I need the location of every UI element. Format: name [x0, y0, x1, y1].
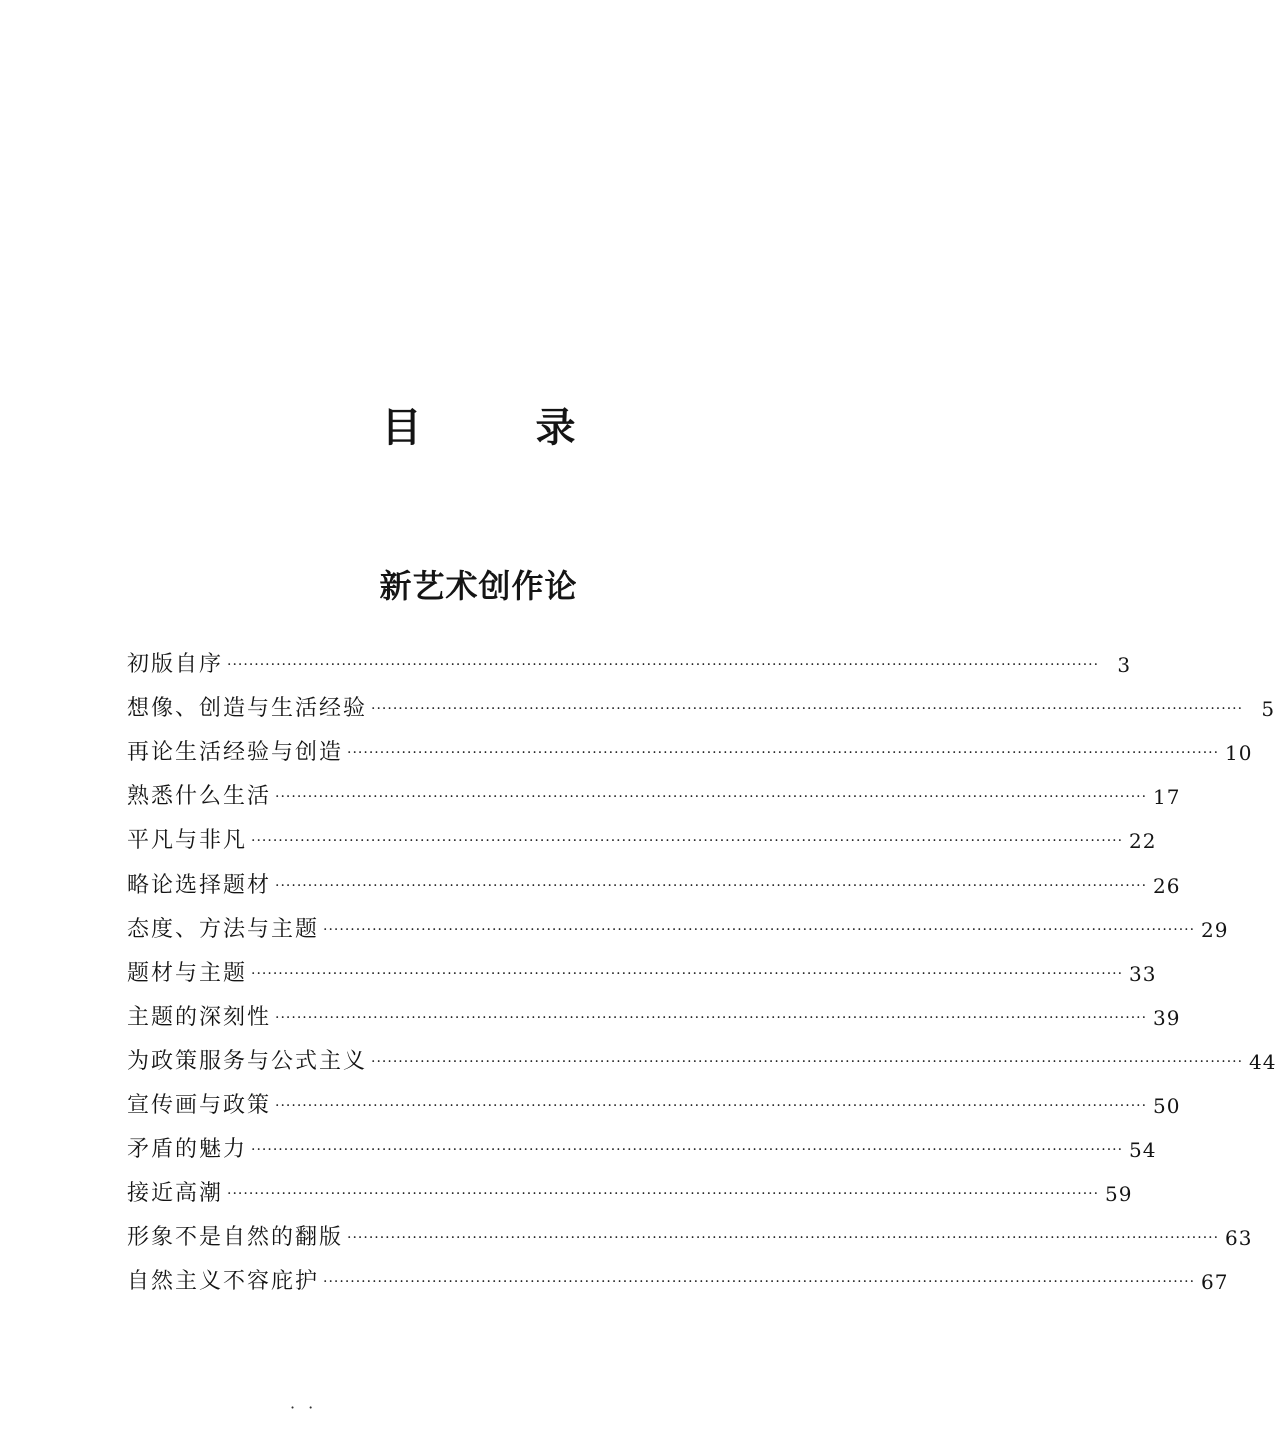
toc-entry-page: 54: [1129, 1138, 1157, 1163]
toc-leader-dots: ································································································································································: [275, 1098, 1148, 1115]
toc-entry-title: 初版自序: [127, 652, 224, 678]
toc-entry[interactable]: [127, 724, 1253, 768]
toc-entry-page: 33: [1129, 961, 1157, 986]
toc-entry[interactable]: [127, 989, 1181, 1033]
toc-leader-dots: ································································································································································: [251, 1142, 1124, 1159]
toc-entry-title: 形象不是自然的翻版: [127, 1225, 344, 1251]
toc-leader-dots: ································································································································································: [227, 1186, 1100, 1203]
toc-entry-title: 接近高潮: [127, 1181, 224, 1207]
toc-leader-dots: ································································································································································: [323, 1274, 1196, 1291]
toc-entry-page: 3: [1117, 653, 1132, 678]
toc-entry-page: 29: [1201, 917, 1229, 942]
toc-entry[interactable]: [127, 812, 1157, 856]
toc-entry[interactable]: [127, 1209, 1253, 1253]
toc-leader-dots: ································································································································································: [275, 877, 1148, 894]
toc-entry-page: 26: [1153, 873, 1181, 898]
toc-entry[interactable]: [127, 1165, 1133, 1209]
toc-entry-title: 题材与主题: [127, 960, 248, 986]
toc-leader-dots: ································································································································································: [347, 1230, 1220, 1247]
toc-entry-page: 67: [1201, 1270, 1229, 1295]
toc-entry[interactable]: [127, 945, 1157, 989]
toc-leader-dots: ································································································································································: [251, 965, 1124, 982]
toc-entry[interactable]: [127, 768, 1181, 812]
section-title: 新艺术创作论: [379, 567, 578, 605]
page-title: 目 录: [381, 404, 626, 451]
toc-entry-page: 59: [1105, 1182, 1133, 1207]
toc-leader-dots: ································································································································································: [227, 657, 1100, 674]
toc-entry-title: 主题的深刻性: [127, 1004, 272, 1030]
toc-entry-page: 50: [1153, 1094, 1181, 1119]
toc-leader-dots: ································································································································································: [251, 833, 1124, 850]
toc-entry[interactable]: [127, 636, 1132, 680]
toc-entry[interactable]: [127, 1253, 1229, 1297]
toc-entry-page: 5: [1261, 697, 1276, 722]
toc-leader-dots: ································································································································································: [347, 745, 1220, 762]
toc-entry-page: 10: [1225, 741, 1253, 766]
toc-leader-dots: ································································································································································: [323, 921, 1196, 938]
toc-leader-dots: ································································································································································: [275, 1009, 1148, 1026]
table-of-contents: [127, 636, 1277, 1297]
toc-entry[interactable]: [127, 1077, 1181, 1121]
toc-entry-title: 矛盾的魅力: [127, 1137, 248, 1163]
toc-entry[interactable]: [127, 1033, 1277, 1077]
toc-entry-title: 宣传画与政策: [127, 1093, 272, 1119]
toc-entry-title: 熟悉什么生活: [127, 784, 272, 810]
toc-leader-dots: ································································································································································: [371, 1053, 1244, 1070]
toc-entry-title: 想像、创造与生活经验: [127, 696, 368, 722]
toc-entry-page: 17: [1153, 785, 1181, 810]
toc-entry-title: 略论选择题材: [127, 872, 272, 898]
toc-entry-page: 22: [1129, 829, 1157, 854]
toc-leader-dots: ································································································································································: [371, 701, 1244, 718]
toc-entry-page: 39: [1153, 1005, 1181, 1030]
toc-entry[interactable]: [127, 856, 1181, 900]
toc-entry-title: 为政策服务与公式主义: [127, 1048, 368, 1074]
page-footer-mark: · ·: [290, 1398, 318, 1417]
toc-entry[interactable]: [127, 680, 1276, 724]
toc-entry-title: 再论生活经验与创造: [127, 740, 344, 766]
toc-entry-title: 自然主义不容庇护: [127, 1269, 320, 1295]
toc-entry-page: 44: [1249, 1049, 1277, 1074]
toc-entry[interactable]: [127, 901, 1229, 945]
toc-entry-title: 态度、方法与主题: [127, 916, 320, 942]
toc-entry-title: 平凡与非凡: [127, 828, 248, 854]
toc-entry[interactable]: [127, 1121, 1157, 1165]
toc-leader-dots: ································································································································································: [275, 789, 1148, 806]
toc-entry-page: 63: [1225, 1226, 1253, 1251]
